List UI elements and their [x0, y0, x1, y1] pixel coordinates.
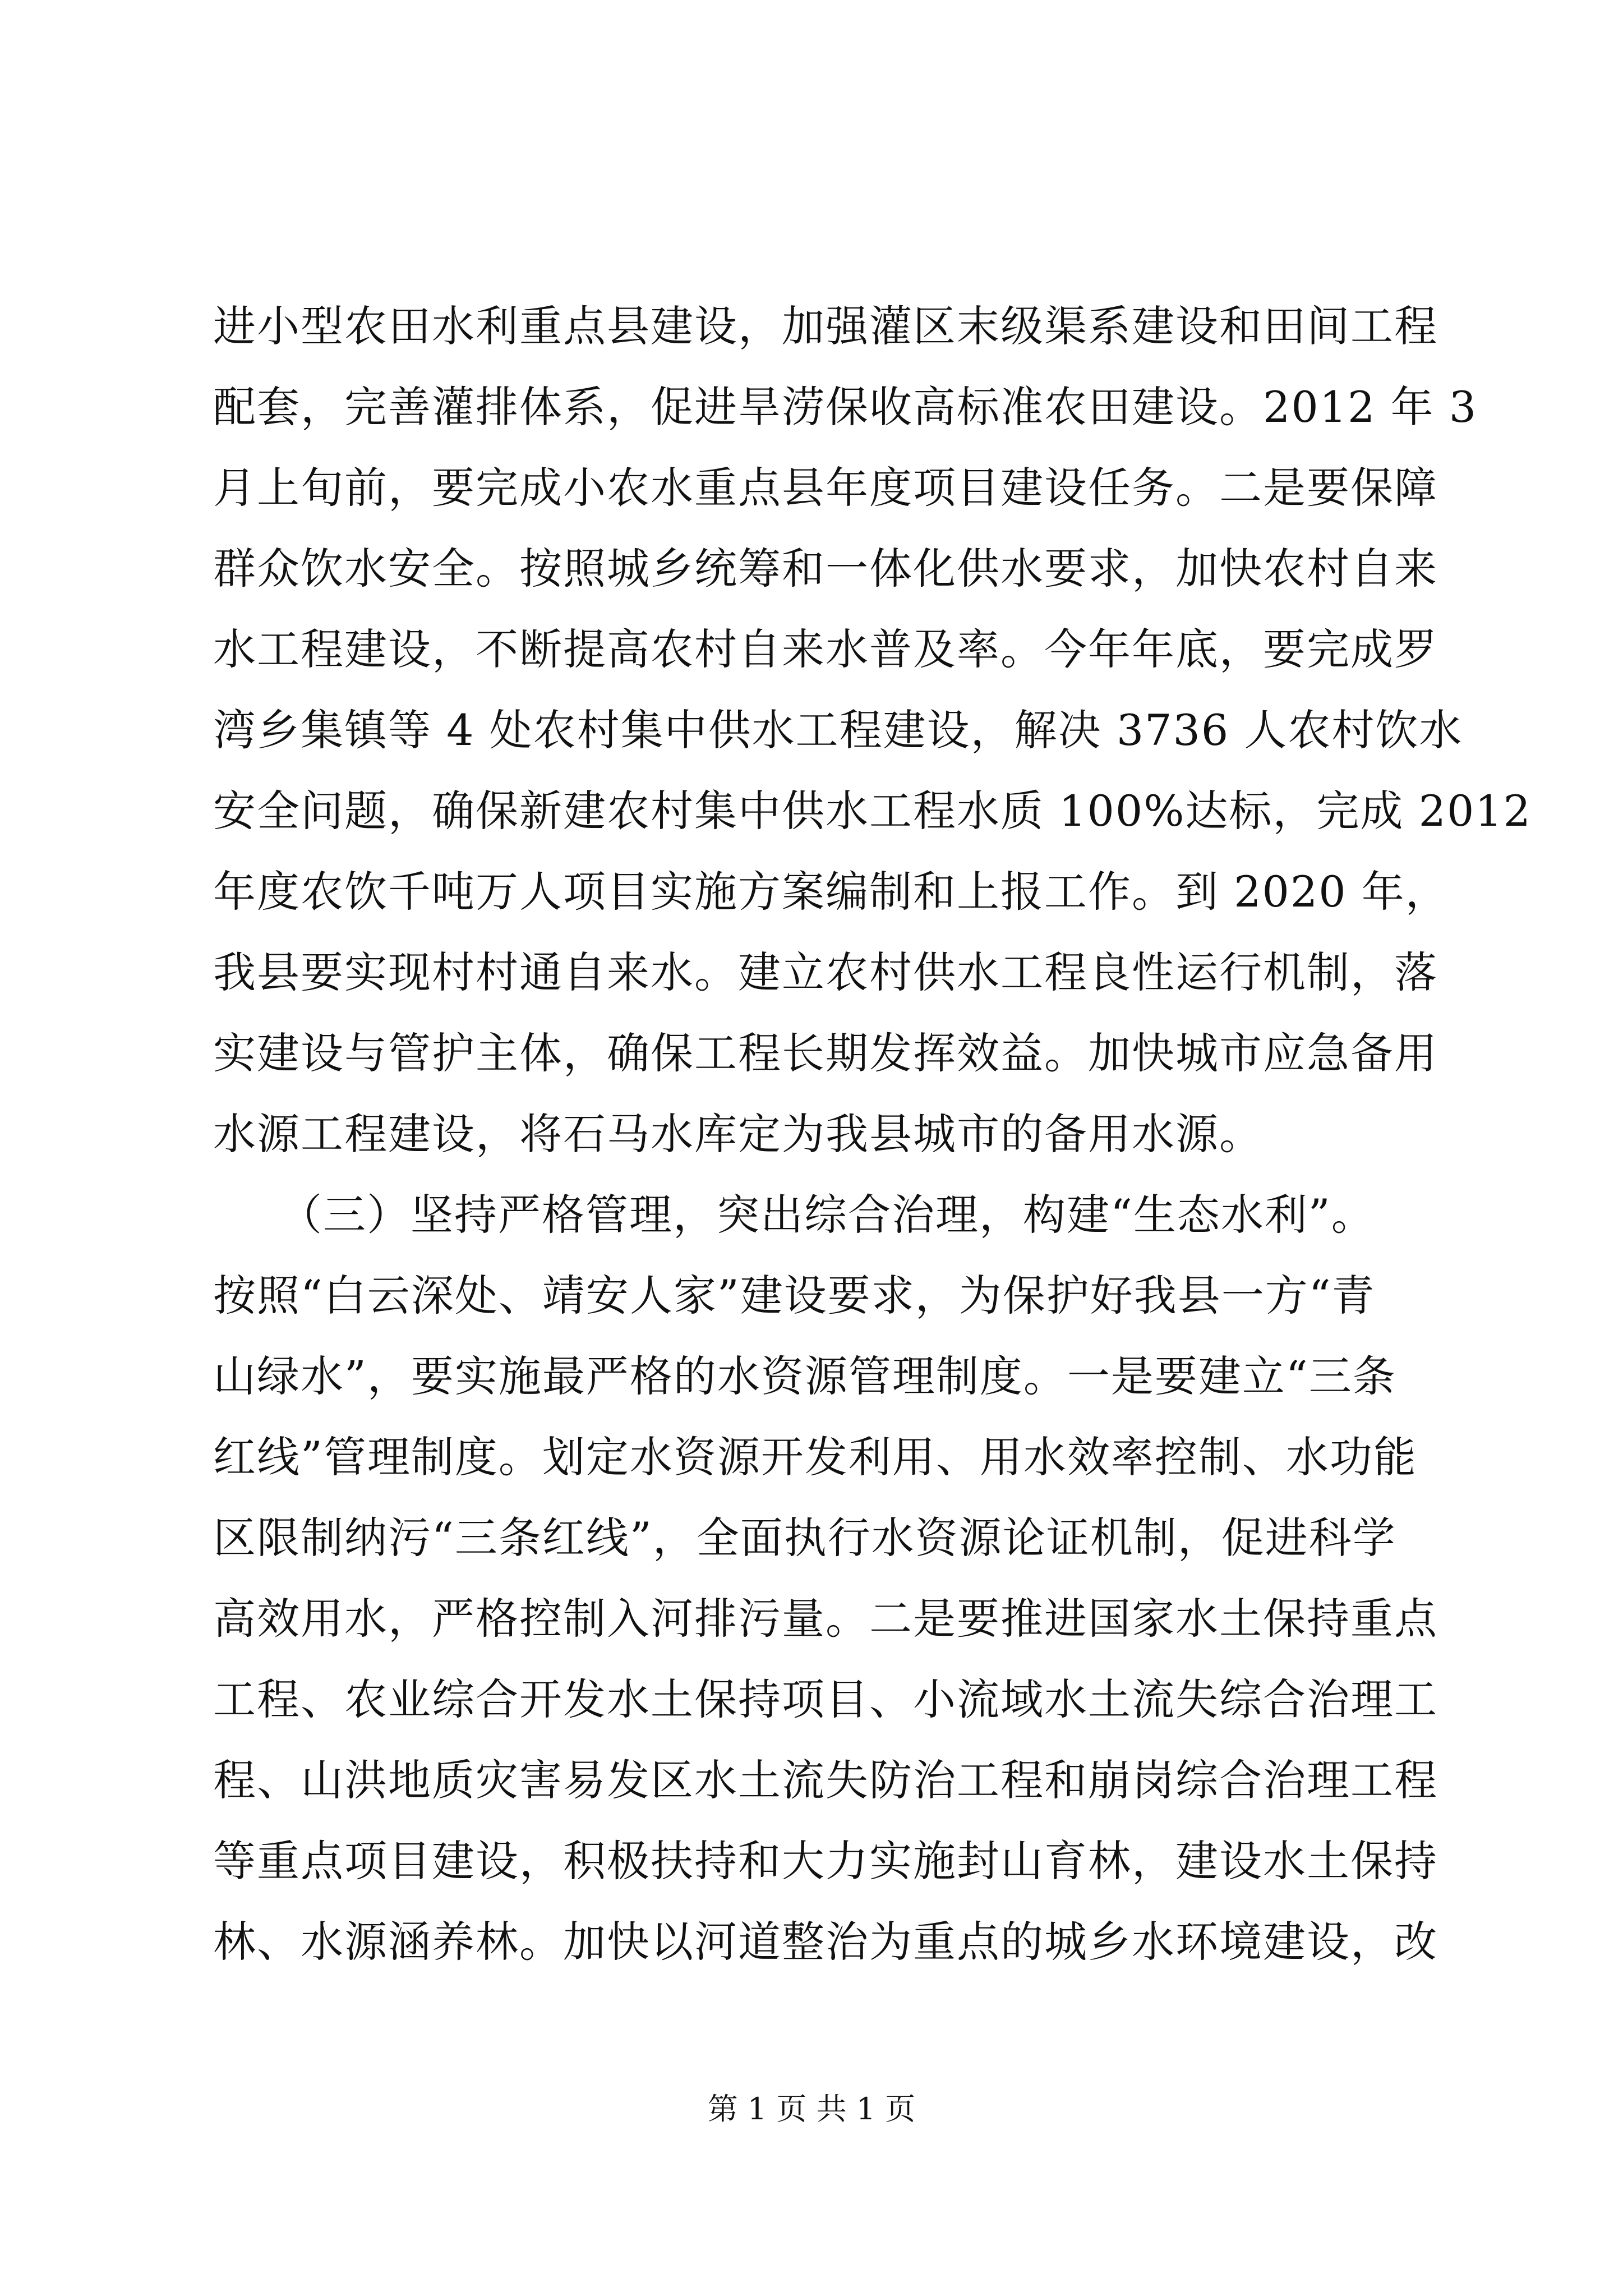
text-line: 实建设与管护主体，确保工程长期发挥效益。加快城市应急备用 — [213, 1028, 1438, 1078]
text-line: 水源工程建设，将石马水库定为我县城市的备用水源。 — [213, 1109, 1263, 1159]
page-footer — [0, 2087, 1623, 2132]
text-line: 山绿水”，要实施最严格的水资源管理制度。一是要建立“三条 — [213, 1351, 1396, 1401]
text-line: 湾乡集镇等 4 处农村集中供水工程建设，解决 3736 人农村饮水 — [213, 705, 1463, 755]
section-heading-line: （三）坚持严格管理，突出综合治理，构建“生态水利”。 — [213, 1190, 1375, 1240]
text-line: 工程、农业综合开发水土保持项目、小流域水土流失综合治理工 — [213, 1674, 1438, 1724]
text-line: 按照“白云深处、靖安人家”建设要求，为保护好我县一方“青 — [213, 1271, 1376, 1320]
text-line: 红线”管理制度。划定水资源开发利用、用水效率控制、水功能 — [213, 1432, 1417, 1482]
text-line: 配套，完善灌排体系，促进旱涝保收高标准农田建设。2012 年 3 — [213, 382, 1478, 432]
text-line: 高效用水，严格控制入河排污量。二是要推进国家水土保持重点 — [213, 1594, 1438, 1644]
text-line: 区限制纳污“三条红线”，全面执行水资源论证机制，促进科学 — [213, 1513, 1396, 1563]
text-line: 水工程建设，不断提高农村自来水普及率。今年年底，要完成罗 — [213, 624, 1438, 674]
text-line: 进小型农田水利重点县建设，加强灌区末级渠系建设和田间工程 — [213, 301, 1438, 351]
body-text — [213, 286, 1532, 1982]
text-line: 年度农饮千吨万人项目实施方案编制和上报工作。到 2020 年， — [213, 867, 1449, 917]
text-line: 群众饮水安全。按照城乡统筹和一体化供水要求，加快农村自来 — [213, 544, 1438, 593]
page-number: 第 1 页 共 1 页 — [707, 2091, 916, 2127]
text-line: 林、水源涵养林。加快以河道整治为重点的城乡水环境建设，改 — [213, 1917, 1438, 1967]
text-line: 程、山洪地质灾害易发区水土流失防治工程和崩岗综合治理工程 — [213, 1755, 1438, 1805]
text-line: 我县要实现村村通自来水。建立农村供水工程良性运行机制，落 — [213, 947, 1438, 997]
text-line: 月上旬前，要完成小农水重点县年度项目建设任务。二是要保障 — [213, 463, 1438, 513]
text-line: 安全问题，确保新建农村集中供水工程水质 100%达标，完成 2012 — [213, 786, 1532, 836]
text-line: 等重点项目建设，积极扶持和大力实施封山育林，建设水土保持 — [213, 1836, 1438, 1886]
